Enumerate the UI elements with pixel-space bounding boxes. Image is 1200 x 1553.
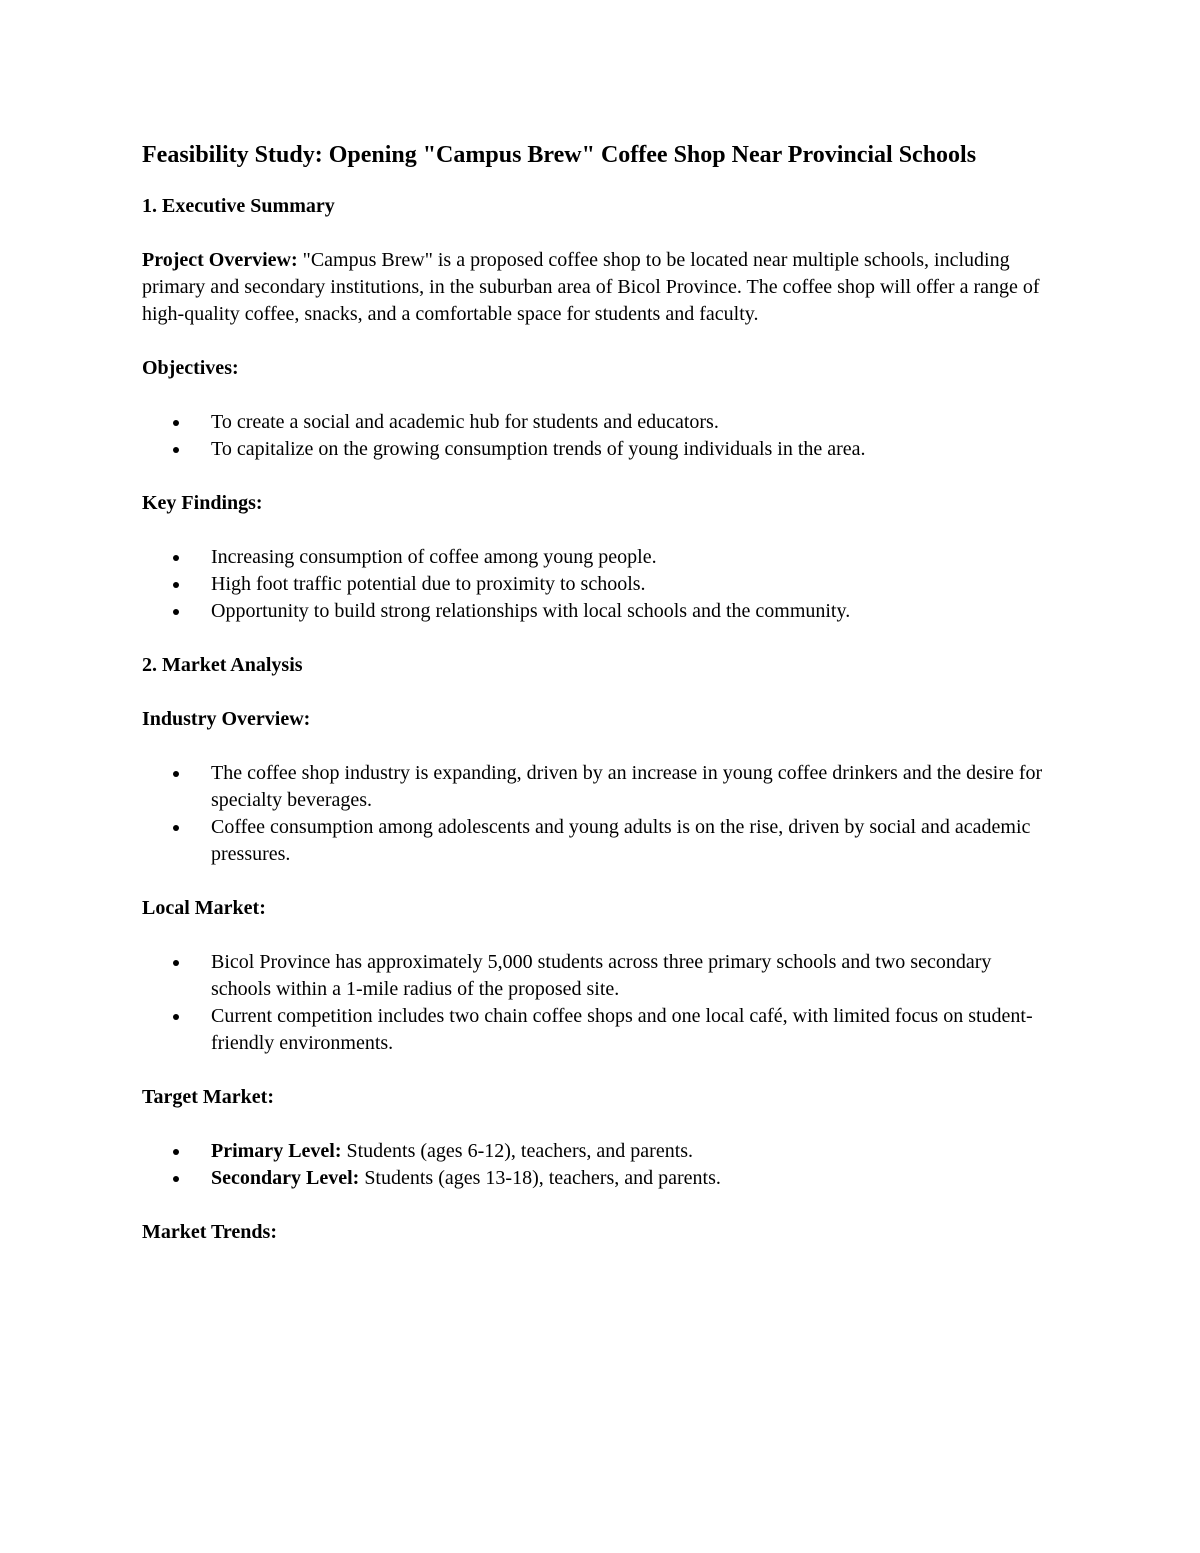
list-item-text: To capitalize on the growing consumption trends of young individuals in the area. bbox=[211, 438, 866, 460]
list-item-text: Students (ages 13-18), teachers, and parents. bbox=[359, 1167, 721, 1189]
list-item bbox=[142, 598, 1052, 625]
list-item bbox=[142, 1165, 1052, 1192]
list-item-text: High foot traffic potential due to proximity to schools. bbox=[211, 573, 646, 595]
list-item-text: Students (ages 6-12), teachers, and parents. bbox=[341, 1140, 694, 1162]
objectives-list bbox=[142, 409, 1052, 463]
list-item bbox=[142, 544, 1052, 571]
bullet-icon bbox=[173, 609, 179, 615]
industry-overview-list bbox=[142, 760, 1052, 868]
bullet-icon bbox=[173, 771, 179, 777]
list-item bbox=[142, 760, 1052, 814]
list-item-text: Current competition includes two chain coffee shops and one local café, with limited focus on student-friendly environments. bbox=[211, 1005, 1033, 1054]
bullet-icon bbox=[173, 825, 179, 831]
target-label: Primary Level: bbox=[211, 1140, 342, 1162]
project-overview-paragraph bbox=[142, 247, 1052, 328]
bullet-icon bbox=[173, 582, 179, 588]
list-item bbox=[142, 571, 1052, 598]
project-overview-label: Project Overview: bbox=[142, 249, 298, 271]
bullet-icon bbox=[173, 420, 179, 426]
bullet-icon bbox=[173, 1149, 179, 1155]
list-item-text: The coffee shop industry is expanding, driven by an increase in young coffee drinkers and the desire for specialty beverages. bbox=[211, 762, 1043, 811]
industry-overview-heading: Industry Overview: bbox=[142, 708, 311, 730]
list-item bbox=[142, 1138, 1052, 1165]
target-market-heading: Target Market: bbox=[142, 1086, 274, 1108]
bullet-icon bbox=[173, 960, 179, 966]
list-item bbox=[142, 436, 1052, 463]
market-trends-heading: Market Trends: bbox=[142, 1221, 277, 1243]
bullet-icon bbox=[173, 1014, 179, 1020]
document-page bbox=[142, 140, 1052, 1273]
bullet-icon bbox=[173, 447, 179, 453]
bullet-icon bbox=[173, 555, 179, 561]
list-item bbox=[142, 949, 1052, 1003]
list-item-text: Coffee consumption among adolescents and young adults is on the rise, driven by social and academic pressures. bbox=[211, 816, 1031, 865]
list-item bbox=[142, 409, 1052, 436]
local-market-heading: Local Market: bbox=[142, 897, 266, 919]
section-heading-market-analysis: 2. Market Analysis bbox=[142, 654, 303, 676]
document-title: Feasibility Study: Opening "Campus Brew" Coffee Shop Near Provincial Schools bbox=[142, 142, 977, 168]
list-item-text: To create a social and academic hub for students and educators. bbox=[211, 411, 719, 433]
list-item-text: Opportunity to build strong relationships with local schools and the community. bbox=[211, 600, 851, 622]
section-heading-executive-summary: 1. Executive Summary bbox=[142, 195, 335, 217]
key-findings-heading: Key Findings: bbox=[142, 492, 263, 514]
key-findings-list bbox=[142, 544, 1052, 625]
objectives-heading: Objectives: bbox=[142, 357, 239, 379]
project-overview-text: "Campus Brew" is a proposed coffee shop to be located near multiple schools, including primary and secondary institutions, in the suburban area of Bicol Province. The coffee shop will offer a range of high-quality coffee, snacks, and a comfortable space for students and faculty. bbox=[142, 249, 1040, 325]
list-item-text: Bicol Province has approximately 5,000 students across three primary schools and two secondary schools within a 1-mile radius of the proposed site. bbox=[211, 951, 992, 1000]
list-item-text: Increasing consumption of coffee among young people. bbox=[211, 546, 657, 568]
list-item bbox=[142, 814, 1052, 868]
bullet-icon bbox=[173, 1176, 179, 1182]
list-item bbox=[142, 1003, 1052, 1057]
target-market-list bbox=[142, 1138, 1052, 1192]
target-label: Secondary Level: bbox=[211, 1167, 360, 1189]
local-market-list bbox=[142, 949, 1052, 1057]
